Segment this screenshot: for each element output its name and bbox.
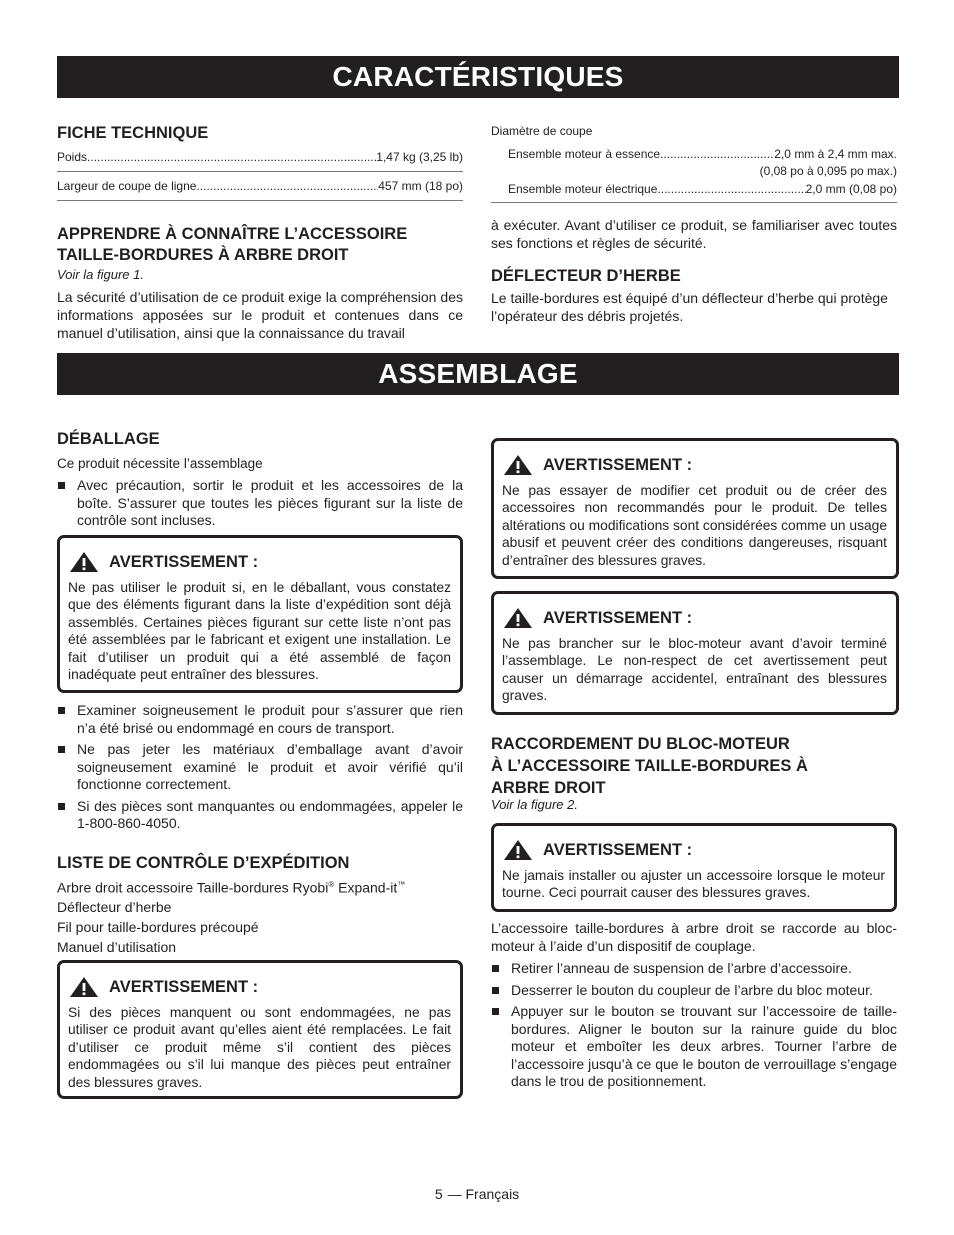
- warning-box-modification: [491, 438, 899, 579]
- left-column-lower-2: [57, 702, 463, 957]
- apprendre-paragraph-continued: à exécuter. Avant d’utiliser ce produit, se familiariser avec toutes ses fonctions et règles de sécurité.: [491, 217, 897, 251]
- deflecteur-heading: DÉFLECTEUR D’HERBE: [491, 267, 681, 285]
- liste-item: Arbre droit accessoire Taille-bordures Ryobi® Expand-it™: [57, 879, 406, 896]
- section-banner-assemblage: ASSEMBLAGE: [57, 353, 899, 395]
- warning-triangle-icon: [503, 607, 533, 629]
- warning-triangle-icon: [503, 839, 533, 861]
- raccordement-heading-line3: ARBRE DROIT: [491, 779, 606, 797]
- spec-row-largeur: Largeur de coupe de ligne ..... 457 mm (18 po): [57, 179, 463, 193]
- apprendre-paragraph: La sécurité d’utilisation de ce produit exige la compréhension des informations apposées sur le produit et contenues dans ce manuel d’utilisation, ainsi que la connaissance du travail: [57, 289, 463, 341]
- spec-row-essence: Ensemble moteur à essence ..... 2,0 mm à 2,4 mm max.: [491, 147, 897, 161]
- diametre-label: Diamètre de coupe: [491, 124, 593, 138]
- right-column-raccordement: [491, 733, 897, 818]
- warning-box-motor-running: [491, 823, 897, 912]
- apprendre-heading-line2: TAILLE-BORDURES À ARBRE DROIT: [57, 246, 349, 264]
- figure-reference: Voir la figure 2.: [491, 797, 578, 812]
- apprendre-heading-line1: APPRENDRE À CONNAÎTRE L’ACCESSOIRE: [57, 225, 408, 243]
- warning-box-do-not-connect: [491, 591, 899, 715]
- warning-text: Ne jamais installer ou ajuster un accessoire lorsque le moteur tourne. Ceci pourrait causer des blessures graves.: [502, 868, 885, 901]
- raccordement-heading-line1: RACCORDEMENT DU BLOC-MOTEUR: [491, 735, 790, 753]
- warning-text: Ne pas essayer de modifier cet produit ou de créer des accessoires non recommandés pour le produit. De telles altérations ou modifications sont considérées comme un usage abusif et peuvent créer des conditions dangereuses, risquant d’entraîner des blessures graves.: [502, 483, 887, 568]
- fiche-technique-heading: FICHE TECHNIQUE: [57, 124, 209, 142]
- right-column-upper: [491, 124, 897, 325]
- warning-text: Si des pièces manquent ou sont endommagées, ne pas utiliser ce produit avant qu’elles aient été remplacées. Le fait d’utiliser ce produit même s’il contient des pièces endommagées ou s’il lui manque des pièces peut entraîner des blessures graves.: [68, 1005, 451, 1090]
- liste-item: Fil pour taille-bordures précoupé: [57, 919, 259, 936]
- warning-box-missing-parts: [57, 960, 463, 1099]
- left-column-lower: [57, 429, 463, 530]
- right-column-raccordement-steps: [491, 920, 897, 1091]
- spec-row-electrique: Ensemble moteur électrique ..... 2,0 mm (0,08 po): [491, 182, 897, 196]
- list-item: Appuyer sur le bouton se trouvant sur l’accessoire de taille-bordures. Aligner le bouton sur la rainure guide du bloc moteur et emboîter les deux arbres. Tourner l’arbre de l’accessoire jusqu’à ce que le bouton de verrouillage s’engage dans le trou de positionnement.: [491, 1003, 897, 1091]
- left-column-upper: [57, 123, 463, 342]
- warning-title: AVERTISSEMENT :: [543, 608, 693, 627]
- list-item: Avec précaution, sortir le produit et les accessoires de la boîte. S’assurer que toutes les pièces figurant sur la liste de contrôle sont incluses.: [57, 477, 463, 530]
- warning-triangle-icon: [503, 454, 533, 476]
- warning-title: AVERTISSEMENT :: [109, 977, 259, 996]
- warning-triangle-icon: [69, 976, 99, 998]
- page-number: 5: [434, 1186, 443, 1202]
- list-item: Desserrer le bouton du coupleur de l’arbre du bloc moteur.: [491, 982, 897, 1000]
- warning-triangle-icon: [69, 551, 99, 573]
- liste-item: Manuel d’utilisation: [57, 939, 177, 956]
- footer-language: — Français: [447, 1186, 520, 1202]
- warning-text: Ne pas brancher sur le bloc-moteur avant d’avoir terminé l’assemblage. Le non-respect de cet avertissement peut causer un démarrage accidentel, entraînant des blessures graves.: [502, 636, 887, 704]
- list-item: Si des pièces sont manquantes ou endommagées, appeler le 1-800-860-4050.: [57, 798, 463, 833]
- raccordement-heading-line2: À L’ACCESSOIRE TAILLE-BORDURES À: [491, 757, 808, 775]
- warning-title: AVERTISSEMENT :: [109, 552, 259, 571]
- liste-item: Déflecteur d’herbe: [57, 899, 172, 916]
- liste-heading: LISTE DE CONTRÔLE D’EXPÉDITION: [57, 853, 350, 872]
- list-item: Ne pas jeter les matériaux d’emballage avant d’avoir soigneusement examiné le produit et avoir vérifié qu’il fonctionne correctement.: [57, 741, 463, 794]
- raccordement-intro: L’accessoire taille-bordures à arbre droit se raccorde au bloc-moteur à l’aide d’un dispositif de couplage.: [491, 920, 897, 954]
- figure-reference: Voir la figure 1.: [57, 267, 144, 282]
- list-item: Examiner soigneusement le produit pour s’assurer que rien n’a été brisé ou endommagé en cours de transport.: [57, 702, 463, 737]
- spec-row-poids: Poids ..... 1,47 kg (3,25 lb): [57, 150, 463, 164]
- deflecteur-paragraph: Le taille-bordures est équipé d’un déflecteur d’herbe qui protège l’opérateur des débris projetés.: [491, 290, 888, 324]
- deballage-heading: DÉBALLAGE: [57, 430, 160, 448]
- spec-divider: [57, 171, 463, 172]
- page-footer: [0, 1186, 954, 1202]
- deballage-intro: Ce produit nécessite l’assemblage: [57, 456, 263, 471]
- warning-title: AVERTISSEMENT :: [543, 840, 693, 859]
- warning-title: AVERTISSEMENT :: [543, 455, 693, 474]
- list-item: Retirer l’anneau de suspension de l’arbre d’accessoire.: [491, 960, 897, 978]
- spec-row-essence-imperial: (0,08 po à 0,095 po max.): [759, 164, 897, 178]
- deballage-list-2: [57, 702, 463, 833]
- warning-box-assembled: [57, 535, 463, 693]
- warning-text: Ne pas utiliser le produit si, en le déballant, vous constatez que des éléments figurant dans la liste d’expédition sont déjà assemblés. Certaines pièces figurant sur cette liste n’ont pas été assemblées par le fabricant et exigent une installation. Le fait d’utiliser un produit qui a été assemblé de façon inadéquate peut entraîner des blessures.: [68, 580, 451, 683]
- deballage-list-1: [57, 477, 463, 530]
- section-banner-caracteristiques: CARACTÉRISTIQUES: [57, 56, 899, 98]
- raccordement-steps-list: [491, 960, 897, 1091]
